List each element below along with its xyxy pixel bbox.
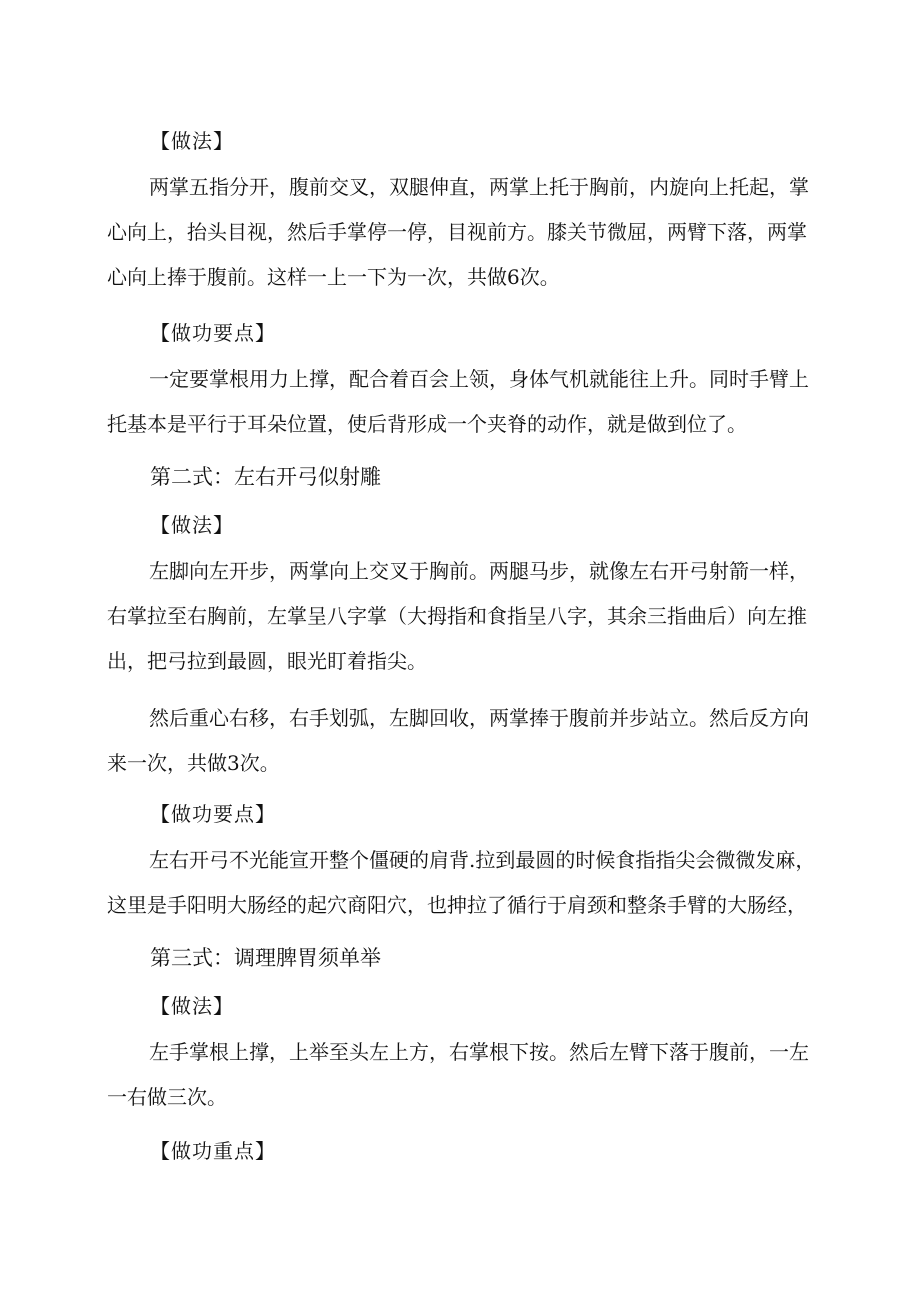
section-heading-key-points: 【做功要点】 bbox=[150, 802, 276, 826]
section-heading-key-emphasis: 【做功重点】 bbox=[150, 1139, 276, 1163]
form-title-3: 第三式：调理脾胃须单举 bbox=[150, 946, 381, 970]
paragraph-method-2-continued bbox=[107, 696, 807, 786]
paragraph-line: 左右开弓不光能宣开整个僵硬的肩背.拉到最圆的时候食指指尖会微微发麻， bbox=[149, 848, 816, 872]
paragraph-line: 一右做三次。 bbox=[107, 1085, 227, 1109]
paragraph-line: 然后重心右移，右手划弧，左脚回收，两掌捧于腹前并步站立。然后反方向 bbox=[149, 706, 809, 730]
paragraph-line: 心向上捧于腹前。这样一上一下为一次，共做6次。 bbox=[107, 265, 560, 289]
paragraph-line: 一定要掌根用力上撑，配合着百会上领，身体气机就能往上升。同时手臂上 bbox=[149, 367, 809, 391]
paragraph-line: 来一次，共做3次。 bbox=[107, 751, 280, 775]
section-heading-method: 【做法】 bbox=[150, 994, 234, 1018]
paragraph-line: 心向上，抬头目视，然后手掌停一停，目视前方。膝关节微屈，两臂下落，两掌 bbox=[107, 220, 807, 244]
paragraph-line: 托基本是平行于耳朵位置，使后背形成一个夹脊的动作，就是做到位了。 bbox=[107, 412, 747, 436]
paragraph-method-3 bbox=[107, 1030, 807, 1120]
paragraph-line: 左手掌根上撑，上举至头左上方，右掌根下按。然后左臂下落于腹前，一左 bbox=[149, 1040, 809, 1064]
paragraph-key-points-2 bbox=[107, 838, 816, 928]
section-heading-method: 【做法】 bbox=[150, 513, 234, 537]
paragraph-line: 左脚向左开步，两掌向上交叉于胸前。两腿马步，就像左右开弓射箭一样， bbox=[149, 559, 809, 583]
paragraph-method-2 bbox=[107, 549, 807, 684]
paragraph-line: 右掌拉至右胸前，左掌呈八字掌（大拇指和食指呈八字，其余三指曲后）向左推 bbox=[107, 604, 807, 628]
paragraph-method-1 bbox=[107, 165, 807, 300]
paragraph-line: 两掌五指分开，腹前交叉，双腿伸直，两掌上托于胸前，内旋向上托起，掌 bbox=[149, 175, 809, 199]
paragraph-line: 出，把弓拉到最圆，眼光盯着指尖。 bbox=[107, 649, 427, 673]
form-title-2: 第二式：左右开弓似射雕 bbox=[150, 465, 381, 489]
section-heading-key-points: 【做功要点】 bbox=[150, 321, 276, 345]
paragraph-key-points-1 bbox=[107, 357, 807, 447]
paragraph-line: 这里是手阳明大肠经的起穴商阳穴，也抻拉了循行于肩颈和整条手臂的大肠经， bbox=[107, 893, 807, 917]
section-heading-method: 【做法】 bbox=[150, 129, 234, 153]
